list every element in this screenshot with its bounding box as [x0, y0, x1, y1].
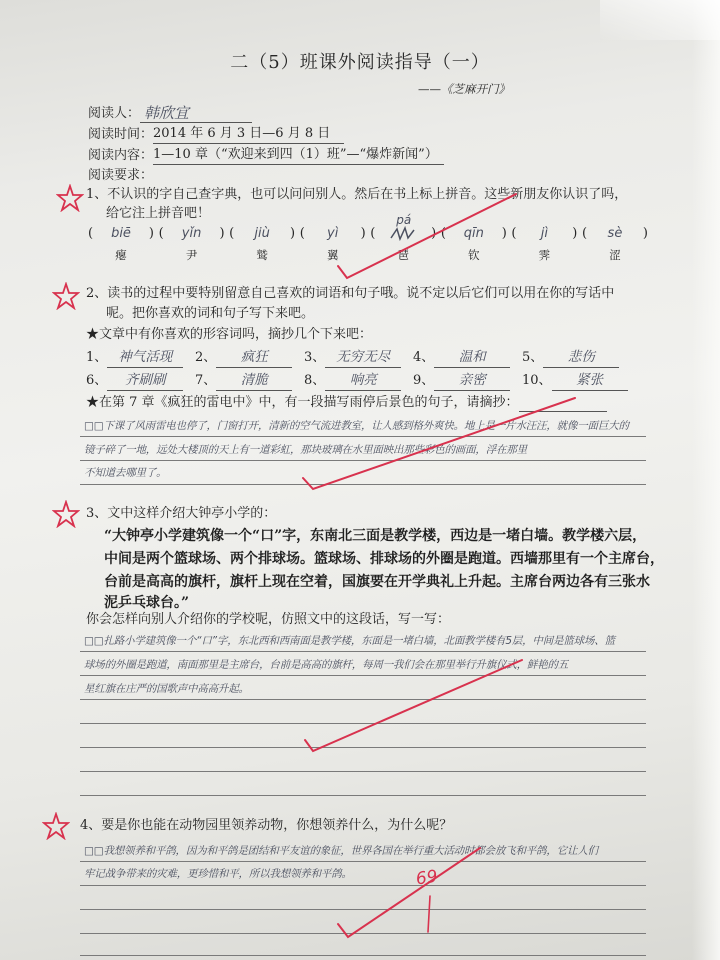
bracket-right: ) [431, 226, 437, 241]
question-2-text-cont: 呢。把你喜欢的词和句子写下来吧。 [106, 306, 315, 321]
pinyin-text: qīn [463, 226, 484, 241]
writing-line [80, 460, 646, 461]
paper-corner [600, 0, 720, 40]
item-number: 2、 [195, 350, 217, 365]
bracket-left: ( [158, 226, 164, 241]
handwritten-line: 不知道去哪里了。 [84, 467, 167, 479]
character: 尹 [185, 248, 198, 262]
time-row [88, 125, 344, 144]
sentence-prompt [86, 394, 607, 412]
adjective-item [86, 370, 195, 391]
bracket-left: ( [511, 226, 517, 241]
character: 琶 [397, 248, 409, 262]
pinyin-answer-8 [582, 224, 648, 244]
item-number: 9、 [413, 373, 435, 388]
quote-line: 中间是两个篮球场、两个排球场。篮球场、排球场的外圈是跑道。西墙那里有一个主席台， [104, 551, 664, 567]
bracket-right: ) [219, 226, 225, 241]
pinyin-answer-4 [300, 224, 366, 244]
adjective-word: 响亮 [325, 370, 401, 391]
pinyin-correction: pá [396, 213, 412, 227]
question-1-text: 1、不认识的字自己查字典，也可以问问别人。然后在书上标上拼音。这些新朋友你认识了吗， [86, 187, 628, 202]
quote-line: “大钟亭小学建筑像一个“口”字，东南北三面是教学楼，西边是一堵白墙。教学楼六层， [104, 528, 647, 544]
adjective-word: 清脆 [216, 370, 292, 391]
worksheet-title: 二（5）班课外阅读指导（一） [230, 52, 490, 73]
adjective-word: 亲密 [434, 370, 510, 391]
writing-line [80, 955, 646, 956]
writing-line [80, 861, 646, 862]
question-3-prompt: 你会怎样向别人介绍你的学校呢，仿照文中的这段话，写一写： [86, 612, 451, 627]
pinyin-answer-2 [159, 224, 225, 244]
adjective-item [195, 370, 304, 391]
adjective-item [413, 347, 522, 368]
writing-line [80, 747, 646, 748]
red-star-icon [52, 500, 80, 528]
character: 钦 [468, 248, 480, 262]
pinyin-text: jiù [254, 226, 270, 241]
character: 翼 [326, 248, 339, 262]
reader-label: 阅读人： [88, 106, 141, 121]
writing-line [80, 933, 646, 934]
character: 霁 [538, 248, 551, 262]
handwritten-line: □□下课了风雨雷电也停了，门窗打开，清新的空气流进教室，让人感到格外爽快。地上是一片水汪汪，就像一面巨大的 [84, 420, 629, 432]
adjective-prompt: ★文章中有你喜欢的形容词吗，摘抄几个下来吧： [86, 327, 373, 342]
red-star-icon [56, 184, 84, 212]
question-3-text: 3、文中这样介绍大钟亭小学的： [86, 506, 277, 521]
content-value: 1—10 章（“欢迎来到四（1）班”—“爆炸新闻”） [153, 146, 444, 165]
pinyin-answer-7 [511, 224, 577, 244]
writing-line [80, 651, 646, 652]
adjective-word: 紧张 [552, 370, 628, 391]
bracket-left: ( [581, 226, 588, 241]
handwritten-line: 牢记战争带来的灾难，更珍惜和平，所以我想领养和平鸽。 [84, 868, 352, 880]
time-value: 2014 年 6 月 3 日—6 月 8 日 [153, 125, 344, 144]
quote-line: 泥乒乓球台。” [104, 595, 190, 611]
adjective-item [195, 347, 304, 368]
answer-underline [519, 397, 607, 412]
writing-line [80, 699, 646, 700]
adjective-item [86, 347, 195, 368]
item-number: 3、 [304, 350, 326, 365]
sentence-prompt-text: ★在第 7 章《疯狂的雷电中》中，有一段描写雨停后景色的句子，请摘抄： [86, 395, 519, 410]
quote-line: 台前是高高的旗杆，旗杆上现在空着，国旗要在开学典礼上升起。主席台两边各有三张水 [104, 574, 650, 590]
item-number: 8、 [304, 373, 326, 388]
handwritten-line: □□扎路小学建筑像一个“口”字，东北西和西南面是教学楼，东面是一堵白墙，北面教学楼有5层，中间是篮球场、篮 [84, 635, 615, 647]
question-2-text: 2、读书的过程中要特别留意自己喜欢的词语和句子哦。说不定以后它们可以用在你的写话中 [86, 286, 615, 301]
writing-line [80, 909, 646, 910]
bracket-left: ( [440, 226, 446, 241]
red-check-mark [305, 660, 522, 751]
pinyin-answer-3 [229, 224, 295, 244]
bracket-right: ) [148, 226, 154, 241]
writing-line [80, 885, 646, 886]
adjective-word: 齐刷刷 [107, 370, 183, 391]
character: 鹫 [256, 248, 268, 262]
bracket-left: ( [88, 226, 94, 241]
writing-line [80, 484, 646, 485]
bracket-left: ( [370, 226, 376, 241]
item-number: 4、 [413, 350, 435, 365]
adjective-item [304, 370, 413, 391]
writing-line [80, 795, 646, 796]
content-row [88, 146, 444, 165]
pinyin-text: yǐn [181, 226, 202, 241]
adjective-word: 悲伤 [543, 347, 619, 368]
handwritten-line: 球场的外圈是跑道，南面那里是主席台，台前是高高的旗杆，每周一我们会在那里举行升旗仪式，鲜艳的五 [84, 659, 569, 671]
red-star-icon [52, 282, 80, 310]
bracket-right: ) [642, 226, 648, 241]
adjective-item [522, 347, 631, 368]
red-star-icon [42, 812, 70, 840]
paper-edge [692, 0, 720, 960]
adjective-item [413, 370, 522, 391]
adjective-row-1 [86, 347, 631, 368]
item-number: 10、 [522, 373, 552, 388]
adjective-word: 疯狂 [216, 347, 292, 368]
pinyin-answer-5 [370, 213, 437, 244]
item-number: 1、 [86, 350, 108, 365]
character: 涩 [609, 248, 621, 262]
book-subtitle: ——《芝麻开门》 [418, 82, 510, 96]
pinyin-answer-6 [441, 224, 507, 244]
bracket-right: ) [290, 226, 296, 241]
bracket-left: ( [229, 226, 235, 241]
question-1-text-cont: 给它注上拼音吧！ [106, 206, 211, 221]
item-number: 6、 [86, 373, 108, 388]
bracket-right: ) [360, 226, 366, 241]
handwritten-line: □□我想领养和平鸽，因为和平鸽是团结和平友谊的象征，世界各国在举行重大活动时都会放飞和平鸽，它让人们 [84, 845, 598, 857]
character: 瘪 [115, 248, 127, 262]
adjective-word: 神气活现 [107, 347, 183, 368]
writing-line [80, 723, 646, 724]
grade-score: 69 [414, 866, 439, 890]
item-number: 7、 [195, 373, 217, 388]
bracket-right: ) [572, 226, 578, 241]
writing-line [80, 675, 646, 676]
writing-line [80, 436, 646, 437]
pinyin-text: jì [540, 226, 548, 241]
adjective-word: 无穷无尽 [325, 347, 401, 368]
reader-row [88, 104, 252, 123]
requirements-label: 阅读要求： [88, 168, 154, 183]
handwritten-line: 星红旗在庄严的国歌声中高高升起。 [84, 683, 249, 695]
pinyin-answer-1 [88, 224, 154, 244]
character-row [88, 247, 648, 263]
adjective-item [304, 347, 413, 368]
bracket-left: ( [299, 226, 305, 241]
adjective-item [522, 370, 631, 391]
time-label: 阅读时间： [88, 127, 154, 142]
bracket-right: ) [501, 226, 507, 241]
pinyin-text: sè [607, 226, 623, 241]
handwritten-line: 镜子碎了一地，远处大楼顶的天上有一道彩虹，那块玻璃在水里面映出那些彩色的画面，浮在那里 [84, 444, 527, 456]
pinyin-text: biē [111, 226, 131, 241]
item-number: 5、 [522, 350, 544, 365]
pinyin-text: yì [327, 226, 339, 241]
reader-name: 韩欣宜 [140, 104, 252, 123]
adjective-row-2 [86, 370, 631, 391]
content-label: 阅读内容： [88, 148, 154, 163]
red-stroke [428, 896, 430, 932]
writing-line [80, 771, 646, 772]
adjective-word: 温和 [434, 347, 510, 368]
question-4-text: 4、要是你也能在动物园里领养动物，你想领养什么，为什么呢？ [80, 818, 453, 833]
